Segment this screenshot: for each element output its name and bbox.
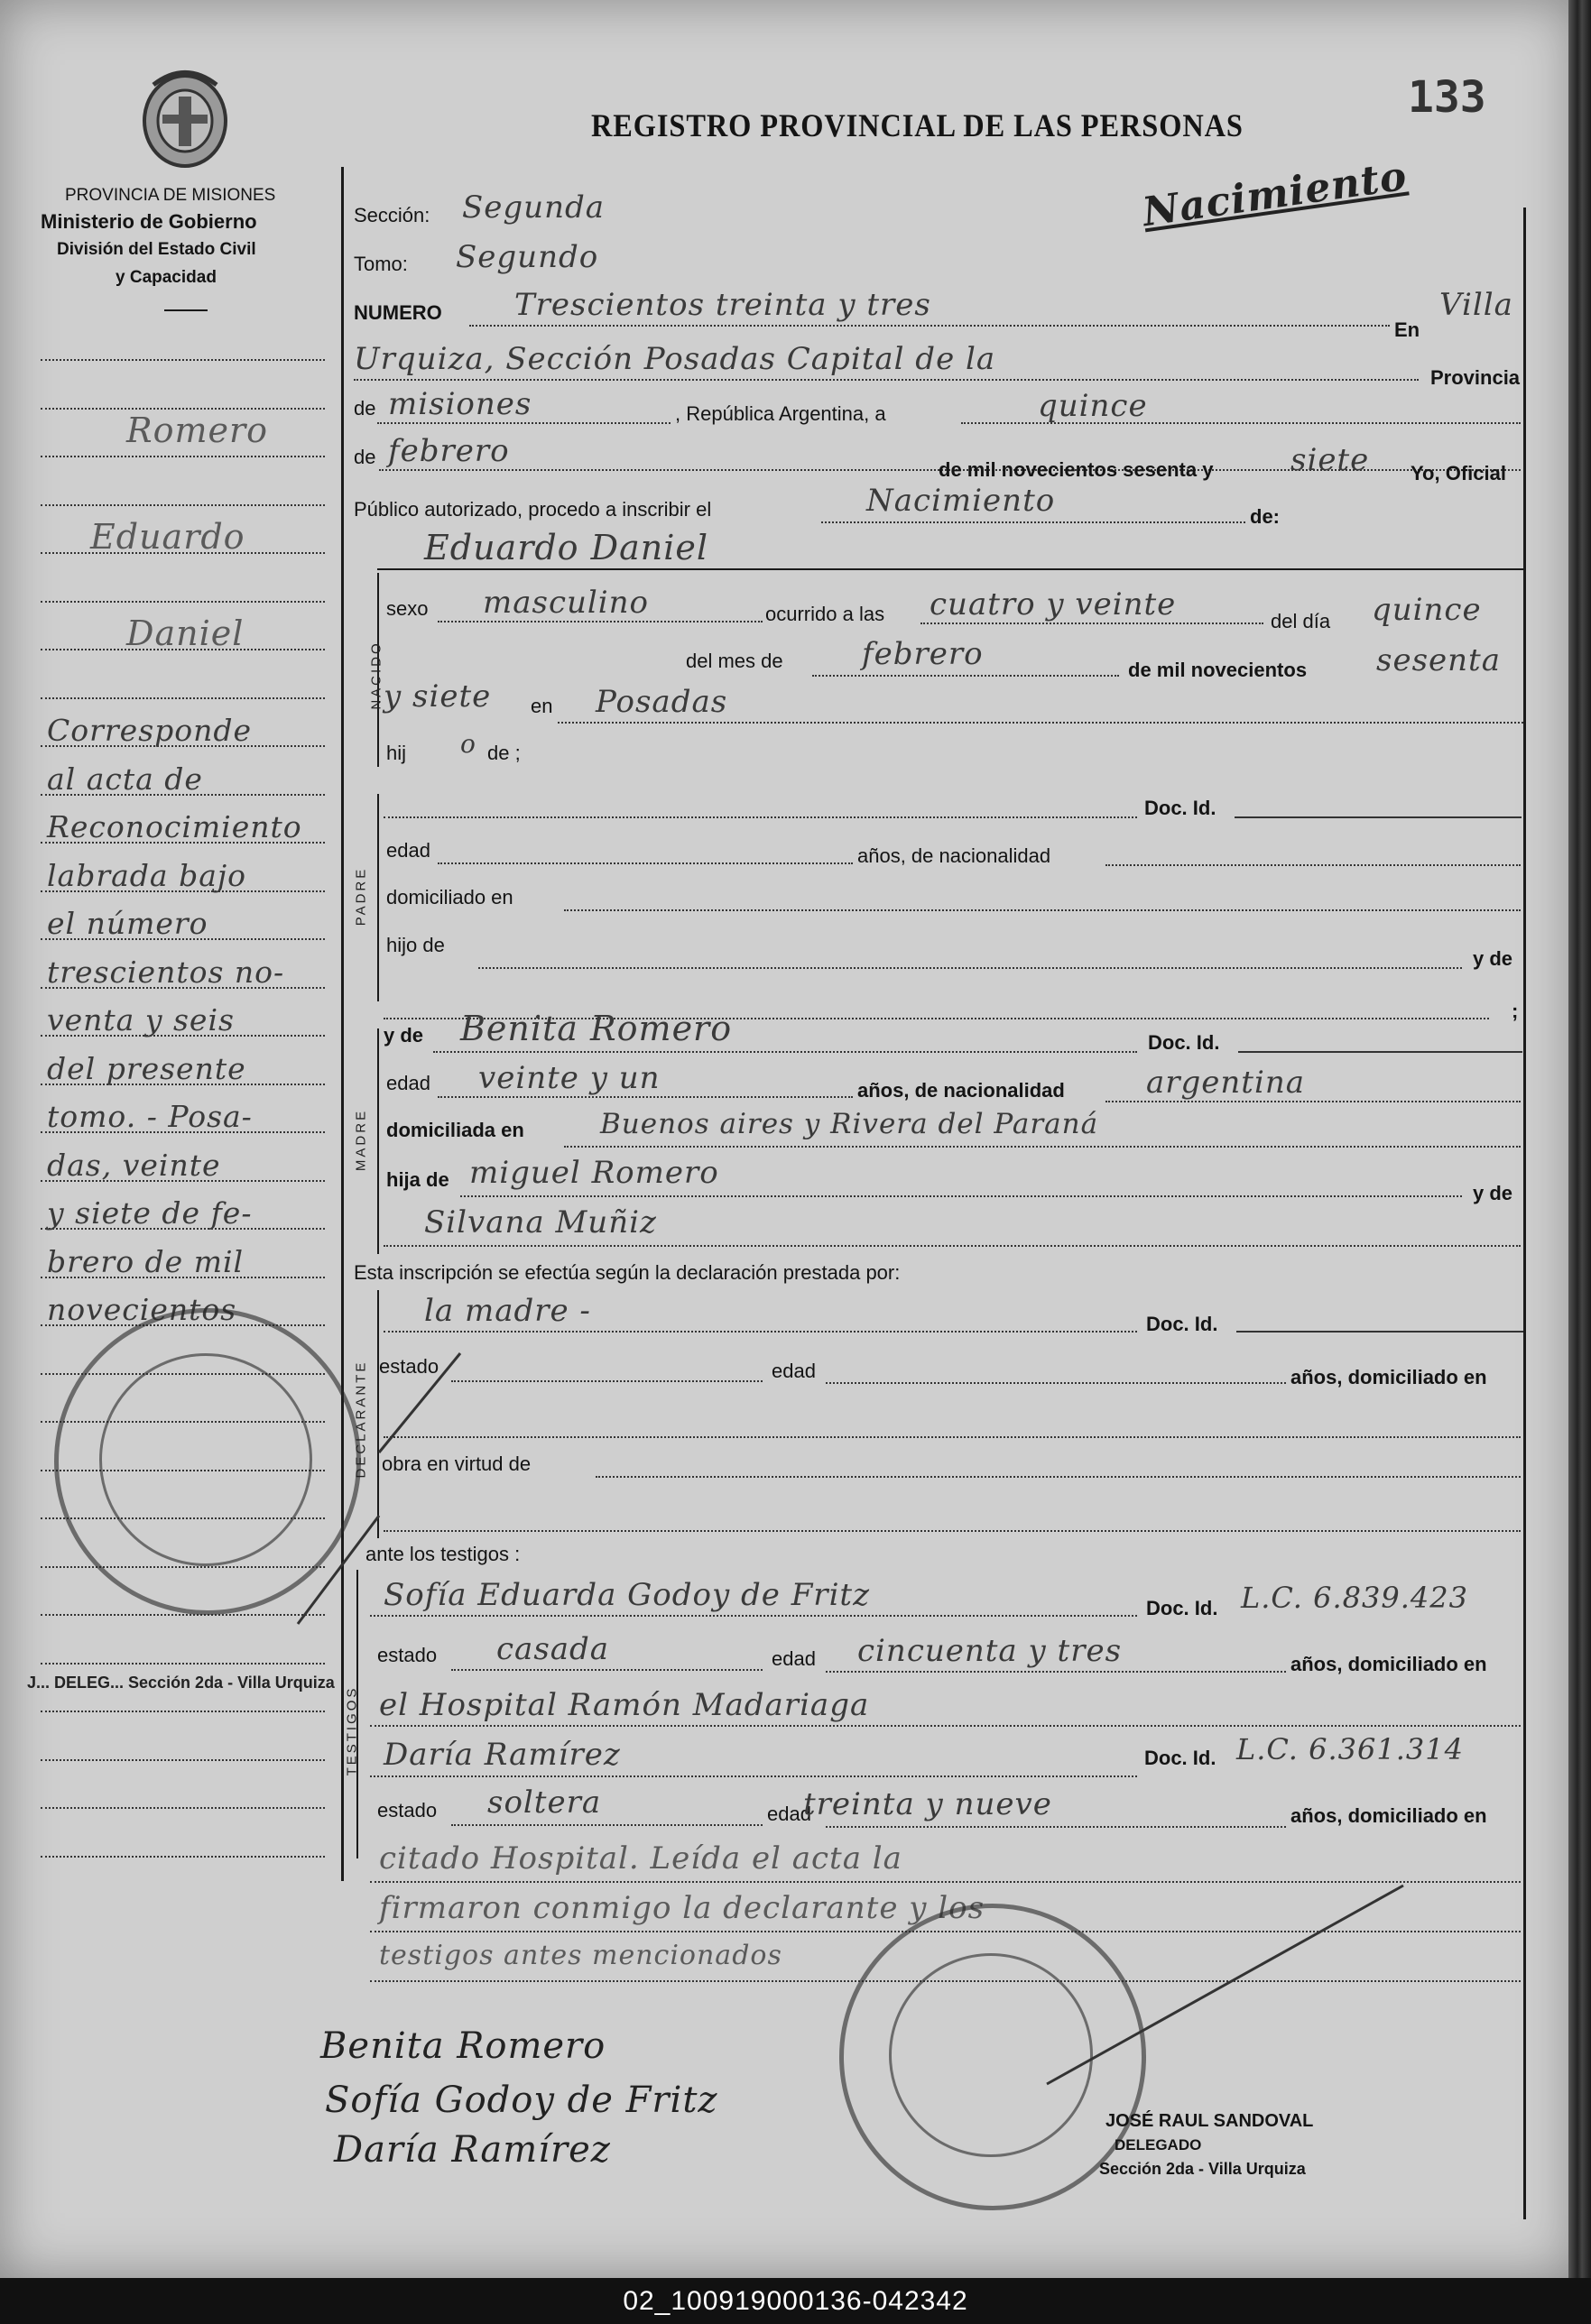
page-number: 133 <box>1408 72 1486 123</box>
lugar-value: Posadas <box>596 684 728 720</box>
madre-section-label: MADRE <box>353 1108 369 1172</box>
signature-1: Benita Romero <box>320 2025 606 2067</box>
margin-note-line: y siete de fe- <box>47 1195 253 1231</box>
t1-estado-value: casada <box>496 1631 610 1667</box>
madre-yde-label: y de <box>384 1024 424 1047</box>
margin-note-line: labrada bajo <box>47 857 246 893</box>
padre-yde-label: y de <box>1473 947 1513 970</box>
t1-edad-label: edad <box>772 1647 816 1670</box>
declarante-edad-label: edad <box>772 1360 816 1382</box>
del-dia-label: del día <box>1271 610 1331 632</box>
nacido-anio-value: sesenta <box>1376 642 1501 678</box>
margin-nombre2: Daniel <box>126 613 245 653</box>
declarante-obra-label: obra en virtud de <box>382 1452 532 1475</box>
org-division: División del Estado Civil <box>57 240 256 259</box>
mes-value: febrero <box>388 433 510 469</box>
seccion-label: Sección: <box>354 204 430 226</box>
en-value: Villa <box>1439 287 1513 323</box>
t2-edad-label: edad <box>767 1803 811 1825</box>
margin-note-line: el número <box>47 906 208 941</box>
margin-note-line: del presente <box>47 1050 246 1086</box>
numero-value: Trescientos treinta y tres <box>514 287 931 323</box>
book-binding-edge <box>1568 0 1591 2278</box>
madre-anios-label: años, de nacionalidad <box>857 1079 1065 1102</box>
footer-id: 02_100919000136-042342 <box>623 2285 968 2316</box>
official-section: Sección 2da - Villa Urquiza <box>1099 2160 1306 2178</box>
margin-note-line: das, veinte <box>47 1147 221 1183</box>
sexo-label: sexo <box>386 597 429 620</box>
padre-domicilio-label: domiciliado en <box>386 886 513 908</box>
nacido-section-label: NACIDO <box>368 641 384 710</box>
signature-3: Daría Ramírez <box>334 2129 611 2171</box>
testigos-section-label: TESTIGOS <box>344 1685 360 1776</box>
numero-label: NUMERO <box>354 301 442 324</box>
official-role: DELEGADO <box>1115 2136 1202 2153</box>
provincia-label: Provincia <box>1430 366 1521 389</box>
seccion-value: Segunda <box>462 189 606 226</box>
closing-line-3: testigos antes mencionados <box>379 1940 782 1971</box>
padre-edad-label: edad <box>386 839 430 862</box>
provincia-value: misiones <box>388 386 532 422</box>
padre-anios-label: años, de nacionalidad <box>857 844 1051 867</box>
ocurrido-label: ocurrido a las <box>765 603 885 625</box>
en-value2: Urquiza, Sección Posadas Capital de la <box>354 341 996 377</box>
madre-domicilio-value: Buenos aires y Rivera del Paraná <box>600 1108 1099 1140</box>
en-lugar-label: en <box>531 695 553 717</box>
anio-label: de mil novecientos sesenta y <box>939 458 1214 481</box>
declarante-intro-label: Esta inscripción se efectúa según la declaración prestada por: <box>354 1261 901 1284</box>
declarante-doc-label: Doc. Id. <box>1146 1313 1218 1335</box>
t1-doc-value: L.C. 6.839.423 <box>1241 1581 1468 1615</box>
madre-edad-value: veinte y un <box>478 1060 661 1096</box>
hij-de-label: de ; <box>487 742 521 764</box>
padre-section-label: PADRE <box>353 866 369 927</box>
t2-nombre: Daría Ramírez <box>384 1737 621 1773</box>
padre-hijo-label: hijo de <box>386 934 445 956</box>
document-title: REGISTRO PROVINCIAL DE LAS PERSONAS <box>591 107 1244 143</box>
t2-estado-label: estado <box>377 1799 438 1821</box>
nacido-dia-value: quince <box>1372 592 1482 628</box>
hij-label: hij <box>386 742 407 764</box>
madre-yde-label2: y de <box>1473 1182 1513 1204</box>
margin-note-line: novecientos <box>47 1292 237 1327</box>
official-name: JOSÉ RAUL SANDOVAL <box>1105 2111 1314 2131</box>
t1-domicilio: el Hospital Ramón Madariaga <box>379 1687 870 1723</box>
margin-note-line: venta y seis <box>47 1002 235 1038</box>
t1-estado-label: estado <box>377 1644 438 1666</box>
acta-tipo: Nacimiento <box>866 483 1056 519</box>
margin-note-line: tomo. - Posa- <box>47 1099 253 1134</box>
margin-note-line: Corresponde <box>47 713 253 748</box>
madre-madre-value: Silvana Muñiz <box>424 1204 657 1240</box>
declarante-nombre: la madre - <box>424 1293 591 1329</box>
t1-anios-label: años, domiciliado en <box>1290 1653 1487 1675</box>
madre-edad-label: edad <box>386 1072 430 1094</box>
footer-id-bar <box>0 2278 1591 2324</box>
margin-note-line: trescientos no- <box>47 954 285 990</box>
padre-doc-label: Doc. Id. <box>1144 797 1216 819</box>
declarante-section-label: DECLARANTE <box>353 1360 369 1479</box>
margin-stamp-text: J... DELEG... Sección 2da - Villa Urquiza <box>27 1674 335 1692</box>
sexo-value: masculino <box>483 585 650 621</box>
closing-line-2: firmaron conmigo la declarante y los <box>379 1890 985 1926</box>
tomo-label: Tomo: <box>354 253 408 275</box>
margin-note-line: al acta de <box>47 761 203 797</box>
madre-hija-label: hija de <box>386 1168 449 1191</box>
org-province: PROVINCIA DE MISIONES <box>65 186 276 205</box>
declarante-anios-label: años, domiciliado en <box>1290 1366 1487 1388</box>
padre-semicolon: ; <box>1512 1000 1519 1022</box>
margin-note-line: brero de mil <box>47 1243 245 1279</box>
nacido-mes-value: febrero <box>862 636 984 672</box>
madre-nombre: Benita Romero <box>460 1009 733 1048</box>
t2-estado-value: soltera <box>487 1784 602 1821</box>
de-colon-label: de: <box>1250 505 1280 528</box>
margin-note-line: Reconocimiento <box>47 809 302 844</box>
en-label: En <box>1394 318 1420 341</box>
org-ministry: Ministerio de Gobierno <box>41 210 257 233</box>
t2-anios-label: años, domiciliado en <box>1290 1804 1487 1827</box>
de2-label: de <box>354 446 376 468</box>
testigos-intro-label: ante los testigos : <box>365 1543 521 1565</box>
tomo-value: Segundo <box>456 239 599 275</box>
t2-edad-value: treinta y nueve <box>803 1786 1052 1822</box>
nacido-nombre: Eduardo Daniel <box>424 528 709 567</box>
margin-apellido: Romero <box>126 410 269 450</box>
del-mes-label: del mes de <box>686 650 783 672</box>
t1-edad-value: cincuenta y tres <box>857 1633 1123 1669</box>
yo-oficial-label: Yo, Oficial <box>1411 462 1506 484</box>
hij-value: o <box>460 729 476 759</box>
madre-nacionalidad-value: argentina <box>1146 1065 1306 1101</box>
hora-value: cuatro y veinte <box>930 586 1177 622</box>
margin-nombre1: Eduardo <box>90 517 245 557</box>
t1-doc-label: Doc. Id. <box>1146 1597 1218 1619</box>
nacido-anio-value2: y siete <box>384 678 492 715</box>
header-annotation: Nacimiento <box>1139 152 1411 236</box>
dia-value: quince <box>1038 388 1148 424</box>
de-label: de <box>354 397 376 420</box>
t2-doc-value: L.C. 6.361.314 <box>1236 1732 1464 1766</box>
declarante-estado-label: estado <box>379 1355 439 1378</box>
publico-label: Público autorizado, procedo a inscribir el <box>354 498 712 521</box>
t1-nombre: Sofía Eduarda Godoy de Fritz <box>384 1577 871 1613</box>
signature-2: Sofía Godoy de Fritz <box>325 2080 718 2121</box>
org-capacity: y Capacidad <box>116 268 217 287</box>
republica-label: , República Argentina, a <box>675 402 886 425</box>
closing-line-1: citado Hospital. Leída el acta la <box>379 1840 902 1877</box>
anio-value: siete <box>1290 442 1370 478</box>
madre-domicilio-label: domiciliada en <box>386 1119 524 1141</box>
t2-doc-label: Doc. Id. <box>1144 1747 1216 1769</box>
madre-padre-value: miguel Romero <box>469 1155 719 1191</box>
madre-doc-label: Doc. Id. <box>1148 1031 1220 1054</box>
mil-novecientos-label: de mil novecientos <box>1128 659 1308 681</box>
